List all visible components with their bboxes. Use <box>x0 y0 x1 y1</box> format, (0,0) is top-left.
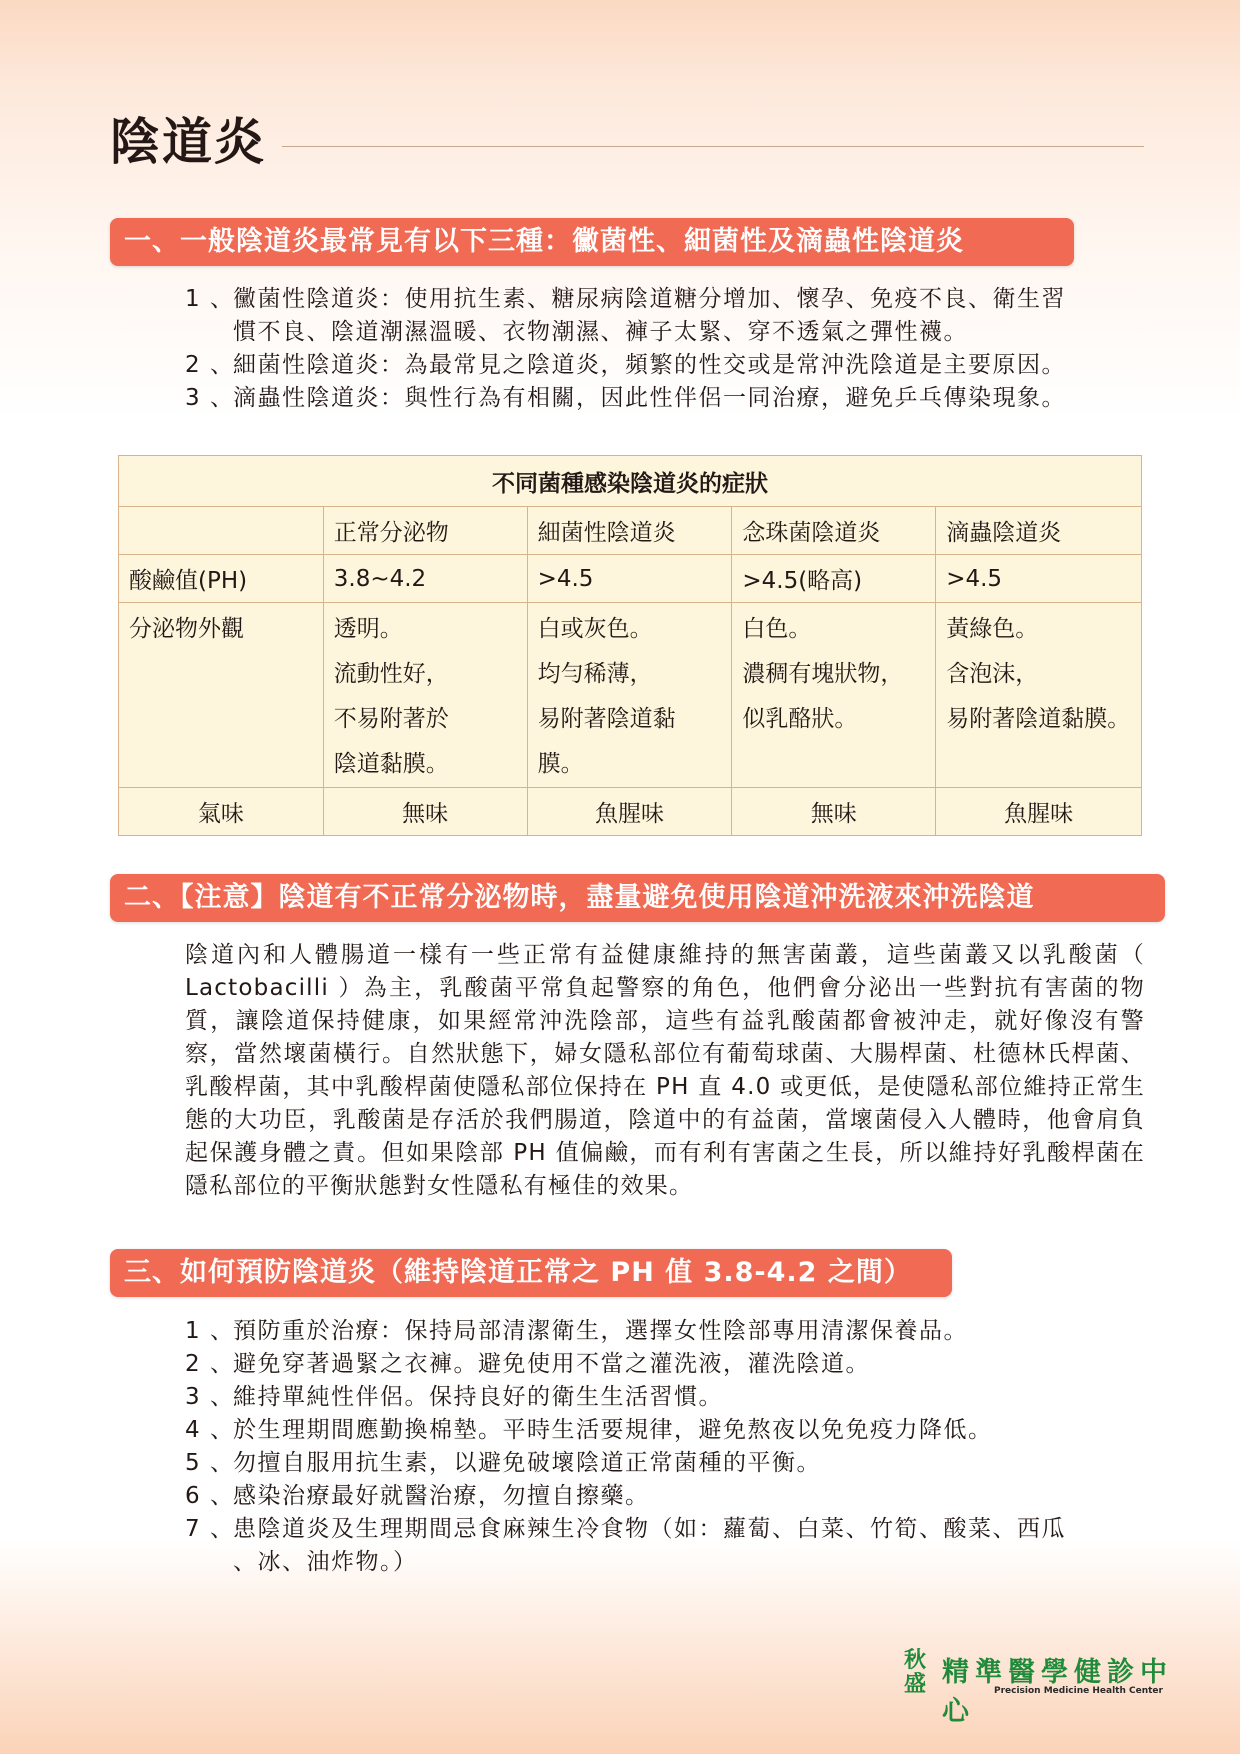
list-item-number: 1 、 <box>185 286 235 312</box>
list-item-text: 細菌性陰道炎：為最常見之陰道炎，頻繁的性交或是常沖洗陰道是主要原因。 <box>233 352 1066 378</box>
list-item <box>185 283 1145 349</box>
clinic-logo <box>904 1647 1184 1727</box>
list-item-text-continued: 慣不良、陰道潮濕溫暖、衣物潮濕、褲子太緊、穿不透氣之彈性襪。 <box>233 319 968 345</box>
list-item: 4 、 於生理期間應勤換棉墊。平時生活要規律，避免熬夜以免免疫力降低。 <box>185 1417 993 1443</box>
table-cell: 3.8~4.2 <box>323 555 527 603</box>
table-cell: 黃綠色。 含泡沫， 易附著陰道黏膜。 <box>936 603 1142 788</box>
logo-mark: 秋 盛 <box>904 1647 927 1697</box>
list-item-number: 2 、 <box>185 352 235 378</box>
list-item: 7 、 患陰道炎及生理期間忌食麻辣生冷食物（如：蘿蔔、白菜、竹筍、酸菜、西瓜 、冰、油炸物。） <box>185 1516 1066 1575</box>
table-cell: >4.5 <box>936 555 1142 603</box>
title-divider <box>282 146 1144 147</box>
table-cell: 魚腥味 <box>936 788 1142 836</box>
row-label: 氣味 <box>119 788 324 836</box>
list-item-number: 3 、 <box>185 385 235 411</box>
table-caption: 不同菌種感染陰道炎的症狀 <box>119 456 1142 507</box>
list-item: 3 、 維持單純性伴侶。保持良好的衛生生活習慣。 <box>185 1384 723 1410</box>
table-header-cell: 細菌性陰道炎 <box>527 507 732 555</box>
table-header-row <box>119 507 1142 555</box>
table-cell: 白色。 濃稠有塊狀物， 似乳酪狀。 <box>732 603 936 788</box>
list-item <box>185 349 1145 382</box>
list-item-text: 滴蟲性陰道炎：與性行為有相關，因此性伴侶一同治療，避免乒乓傳染現象。 <box>233 385 1066 411</box>
table-header-cell: 念珠菌陰道炎 <box>732 507 936 555</box>
list-item: 6 、 感染治療最好就醫治療，勿擅自擦藥。 <box>185 1483 650 1509</box>
list-item: 2 、 避免穿著過緊之衣褲。避免使用不當之灌洗液，灌洗陰道。 <box>185 1351 870 1377</box>
table-cell: 魚腥味 <box>527 788 732 836</box>
section-heading-prevention: 三、如何預防陰道炎（維持陰道正常之 PH 值 3.8-4.2 之間） <box>110 1249 952 1297</box>
table-header-cell: 正常分泌物 <box>323 507 527 555</box>
page-title: 陰道炎 <box>110 113 266 171</box>
table-cell: 無味 <box>732 788 936 836</box>
prevention-list <box>185 1315 1145 1579</box>
table-cell: 白或灰色。 均勻稀薄， 易附著陰道黏膜。 <box>527 603 732 788</box>
table-row <box>119 788 1142 836</box>
table-cell: >4.5(略高) <box>732 555 936 603</box>
table-header-cell <box>119 507 324 555</box>
list-item-text: 黴菌性陰道炎：使用抗生素、糖尿病陰道糖分增加、懷孕、免疫不良、衛生習 <box>233 286 1066 312</box>
list-item: 5 、 勿擅自服用抗生素，以避免破壞陰道正常菌種的平衡。 <box>185 1450 821 1476</box>
table-row <box>119 603 1142 788</box>
symptoms-table <box>118 455 1142 836</box>
table-cell: 透明。 流動性好， 不易附著於 陰道黏膜。 <box>323 603 527 788</box>
list-item: 1 、 預防重於治療：保持局部清潔衛生，選擇女性陰部專用清潔保養品。 <box>185 1318 968 1344</box>
section-heading-caution: 二、【注意】陰道有不正常分泌物時，盡量避免使用陰道沖洗液來沖洗陰道 <box>110 874 1165 922</box>
table-cell: 無味 <box>323 788 527 836</box>
table-cell: >4.5 <box>527 555 732 603</box>
logo-subtitle: Precision Medicine Health Center <box>994 1686 1163 1696</box>
row-label: 酸鹼值(PH) <box>119 555 324 603</box>
list-item <box>185 382 1145 415</box>
vaginitis-types-list <box>185 283 1145 415</box>
caution-paragraph: 陰道內和人體腸道一樣有一些正常有益健康維持的無害菌叢，這些菌叢又以乳酸菌（ Lactobacilli ）為主，乳酸菌平常負起警察的角色，他們會分泌出一些對抗有害菌的物質，讓陰道保持健康，如果經常沖洗陰部，這些有益乳酸菌都會被沖走，就好像沒有警察，當然壞菌橫行。自然狀態下，婦女隱私部位有葡萄球菌、大腸桿菌、杜德林氏桿菌、乳酸桿菌，其中乳酸桿菌使隱私部位保持在 PH 直 4.0 或更低，是使隱私部位維持正常生態的大功臣，乳酸菌是存活於我們腸道，陰道中的有益菌，當壞菌侵入人體時，他會肩負起保護身體之責。但如果陰部 PH 值偏鹼，而有利有害菌之生長，所以維持好乳酸桿菌在隱私部位的平衡狀態對女性隱私有極佳的效果。 <box>185 942 1145 1199</box>
row-label: 分泌物外觀 <box>119 603 324 788</box>
section-heading-types: 一、一般陰道炎最常見有以下三種：黴菌性、細菌性及滴蟲性陰道炎 <box>110 218 1074 266</box>
table-row <box>119 555 1142 603</box>
logo-name: 精準醫學健診中心 <box>942 1657 1173 1727</box>
table-header-cell: 滴蟲陰道炎 <box>936 507 1142 555</box>
